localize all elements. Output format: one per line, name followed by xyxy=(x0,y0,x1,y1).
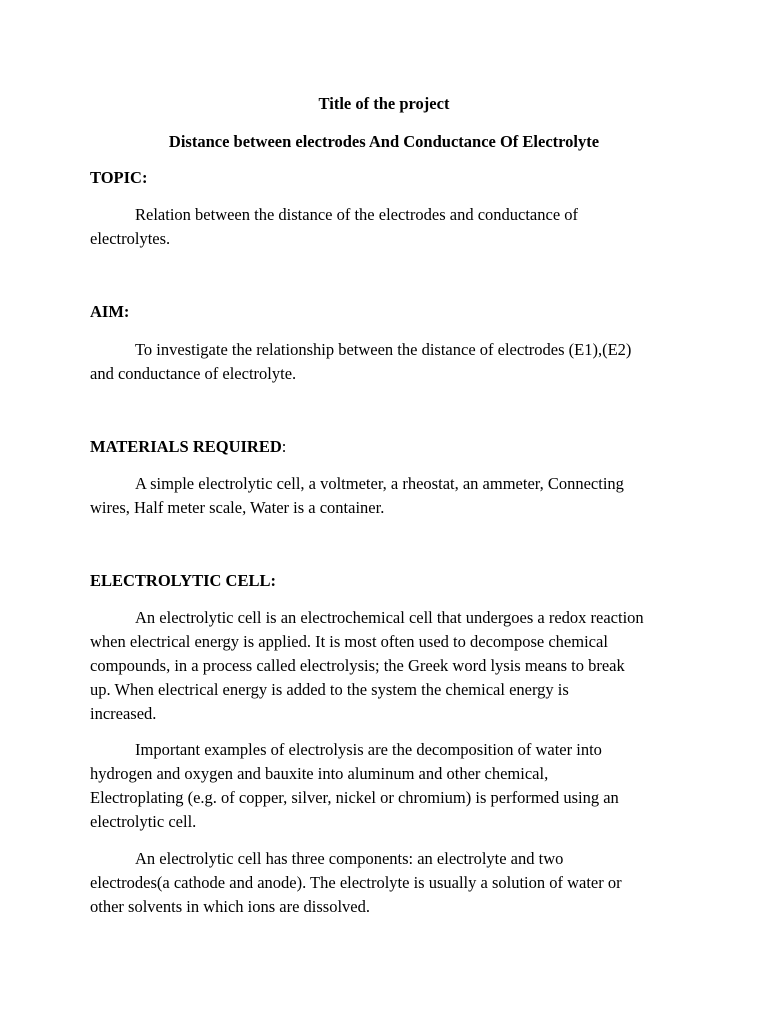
cell-paragraph-1-line-4: up. When electrical energy is added to the system the chemical energy is xyxy=(90,680,569,699)
materials-heading: MATERIALS REQUIRED xyxy=(90,437,282,456)
materials-heading-colon: : xyxy=(281,437,287,456)
aim-heading: AIM: xyxy=(90,302,130,321)
cell-paragraph-1-line-3: compounds, in a process called electrolysis; the Greek word lysis means to break xyxy=(90,656,625,675)
aim-text-line-2: and conductance of electrolyte. xyxy=(90,364,297,383)
document-title: Title of the project xyxy=(318,94,450,113)
cell-paragraph-1-line-2: when electrical energy is applied. It is most often used to decompose chemical xyxy=(90,632,608,651)
materials-text-line-1: A simple electrolytic cell, a voltmeter, a rheostat, an ammeter, Connecting xyxy=(135,474,624,493)
materials-heading-line xyxy=(90,435,286,459)
topic-text-line-1: Relation between the distance of the electrodes and conductance of xyxy=(135,205,579,224)
cell-paragraph-1-line-5: increased. xyxy=(90,704,157,723)
cell-paragraph-2-line-1: Important examples of electrolysis are the decomposition of water into xyxy=(135,740,602,759)
cell-paragraph-3-line-1: An electrolytic cell has three components: an electrolyte and two xyxy=(135,849,564,868)
electrolytic-cell-heading: ELECTROLYTIC CELL: xyxy=(90,571,276,590)
topic-text-line-2: electrolytes. xyxy=(90,229,171,248)
document-subtitle: Distance between electrodes And Conductance Of Electrolyte xyxy=(168,132,600,151)
cell-paragraph-3-line-3: other solvents in which ions are dissolved. xyxy=(90,897,371,916)
topic-heading: TOPIC: xyxy=(90,168,148,187)
aim-text-line-1: To investigate the relationship between the distance of electrodes (E1),(E2) xyxy=(135,340,632,359)
cell-paragraph-2-line-2: hydrogen and oxygen and bauxite into aluminum and other chemical, xyxy=(90,764,549,783)
cell-paragraph-2-line-3: Electroplating (e.g. of copper, silver, nickel or chromium) is performed using an xyxy=(90,788,619,807)
materials-text-line-2: wires, Half meter scale, Water is a container. xyxy=(90,498,385,517)
cell-paragraph-3-line-2: electrodes(a cathode and anode). The electrolyte is usually a solution of water or xyxy=(90,873,622,892)
cell-paragraph-1-line-1: An electrolytic cell is an electrochemical cell that undergoes a redox reaction xyxy=(135,608,644,627)
cell-paragraph-2-line-4: electrolytic cell. xyxy=(90,812,197,831)
